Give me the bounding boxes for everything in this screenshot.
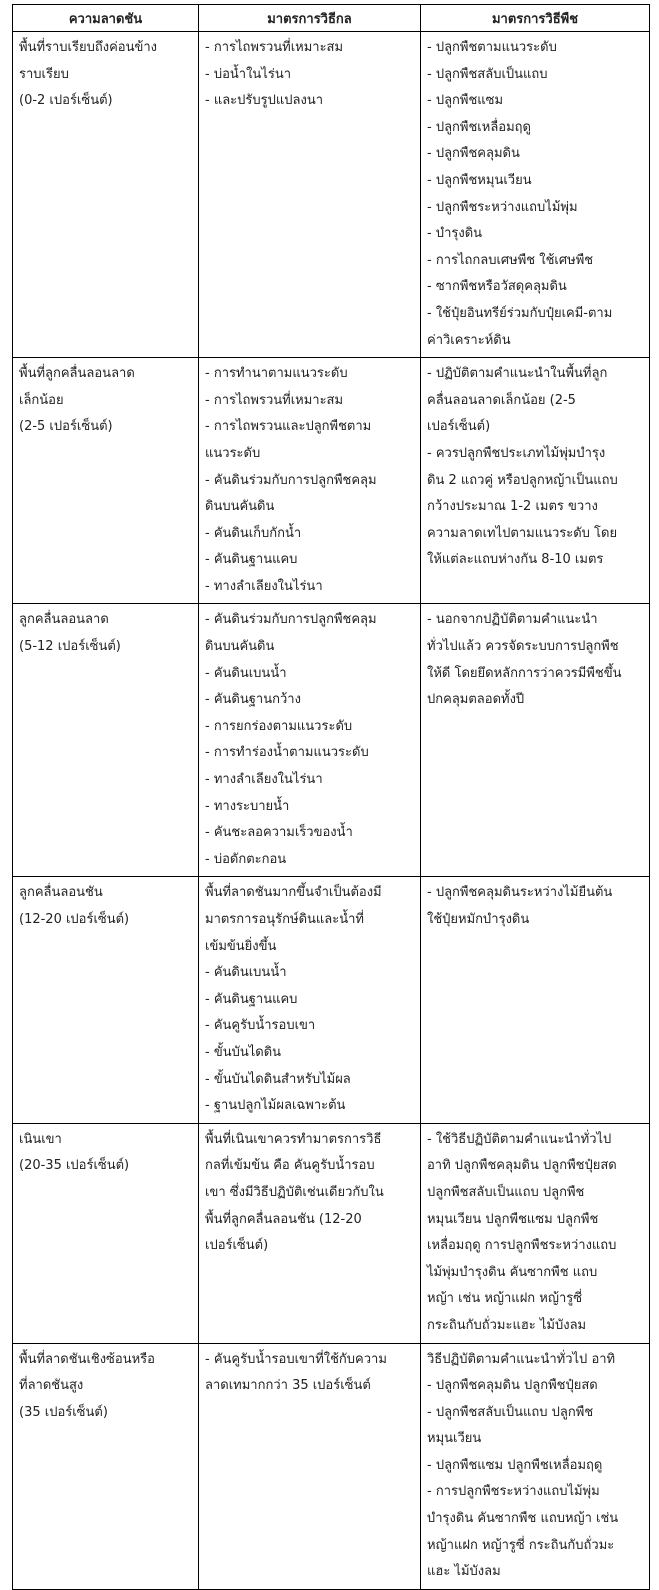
cell-line: - ปลูกพืชตามแนวระดับ [427,40,557,55]
cell-line: - บำรุงดิน [427,226,483,242]
cell-line: (35 เปอร์เซ็นต์) [19,1404,108,1420]
cell-line: พื้นที่เนินเขาควรทำมาตรการวิธี [205,1131,382,1147]
cell-line: พื้นที่ลาดชันมากขึ้นจำเป็นต้องมี [205,885,382,901]
cell-line: - ปลูกพืชคลุมดิน [427,146,520,162]
cell-line: - ฐานปลูกไม้ผลเฉพาะต้น [205,1098,346,1114]
cell-line: หมุนเวียน ปลูกพืชแซม ปลูกพืช [427,1211,599,1227]
cell-line: - ปลูกพืชแซม ปลูกพืชเหลื่อมฤดู [427,1457,603,1473]
cell-line: - คันดินร่วมกับการปลูกพืชคลุม [205,472,377,488]
cell-line: - ปลูกพืชคลุมดิน ปลูกพืชปุ๋ยสด [427,1378,598,1394]
table-row [13,877,650,1123]
cell-line: บำรุงดิน คันซากพืช แถบหญ้า เช่น [427,1511,619,1527]
cell-line: - ใช้วิธีปฏิบัติตามคำแนะนำทั่วไป [427,1131,612,1147]
cell-line: เนินเขา [19,1131,62,1147]
cell-line: - คันดินเบนน้ำ [205,965,287,981]
cell-line: (0-2 เปอร์เซ็นต์) [19,93,113,109]
cell-line: ความลาดเทไปตามแนวระดับ โดย [427,525,618,541]
cell-line: - คันคูรับน้ำรอบเขา [205,1018,316,1034]
mechanical-cell [199,1123,421,1343]
cell-line: ดิน 2 แถวคู่ หรือปลูกหญ้าเป็นแถบ [427,472,618,488]
cell-line: - คันดินร่วมกับการปลูกพืชคลุม [205,612,377,628]
header-slope: ความลาดชัน [13,5,199,32]
cell-line: ทั่วไปแล้ว ควรจัดระบบการปลูกพืช [427,639,619,655]
cell-line: - นอกจากปฏิบัติตามคำแนะนำ [427,612,598,628]
cell-line: เล็กน้อย [19,392,64,408]
slope-cell [13,877,199,1123]
soil-conservation-table [12,4,650,1590]
cell-line: - การไถกลบเศษพืช ใช้เศษพืช [427,252,594,268]
cell-line: - ปลูกพืชสลับเป็นแถบ ปลูกพืช [427,1404,594,1420]
cell-line: ลาดเทมากกว่า 35 เปอร์เซ็นต์ [205,1378,371,1394]
vegetative-cell [421,604,650,877]
vegetative-cell [421,1123,650,1343]
cell-line: ลูกคลื่นลอนชัน [19,885,103,901]
cell-line: ปกคลุมตลอดทั้งปี [427,692,525,708]
slope-cell [13,32,199,358]
cell-line: - คันดินเบนน้ำ [205,665,287,681]
vegetative-cell [421,1343,650,1589]
vegetative-cell [421,32,650,358]
cell-line: - ใช้ปุ๋ยอินทรีย์ร่วมกับปุ๋ยเคมี-ตาม [427,305,613,321]
mechanical-cell [199,358,421,604]
slope-cell [13,1343,199,1589]
table-row [13,358,650,604]
table-row [13,1343,650,1589]
cell-line: - การไถพรวนและปลูกพืชตาม [205,419,372,435]
cell-line: เขา ซึ่งมีวิธีปฏิบัติเช่นเดียวกับใน [205,1184,384,1200]
cell-line: (20-35 เปอร์เซ็นต์) [19,1158,130,1174]
vegetative-cell [421,358,650,604]
cell-line: ให้แต่ละแถบห่างกัน 8-10 เมตร [427,552,604,568]
cell-line: พื้นที่ลาดชันเชิงซ้อนหรือ [19,1351,155,1367]
cell-line: - คันดินฐานแคบ [205,991,298,1007]
cell-line: หญ้า เช่น หญ้าแฝก หญ้ารูซี่ [427,1291,583,1307]
cell-line: - ขั้นบันไดดินสำหรับไม้ผล [205,1071,351,1087]
header-row [13,5,650,32]
slope-cell [13,1123,199,1343]
vegetative-cell [421,877,650,1123]
header-mechanical-measures: มาตรการวิธีกล [199,5,421,32]
cell-line: กว้างประมาณ 1-2 เมตร ขวาง [427,499,598,515]
table-row [13,32,650,358]
cell-line: กลที่เข้มข้น คือ คันคูรับน้ำรอบ [205,1158,375,1174]
cell-line: - การทำนาตามแนวระดับ [205,366,348,382]
cell-line: - คันชะลอความเร็วของน้ำ [205,825,353,841]
mechanical-cell [199,32,421,358]
mechanical-cell [199,877,421,1123]
cell-line: (5-12 เปอร์เซ็นต์) [19,639,121,655]
cell-line: หมุนเวียน [427,1431,482,1447]
cell-line: อาทิ ปลูกพืชคลุมดิน ปลูกพืชปุ๋ยสด [427,1158,617,1174]
cell-line: - ปลูกพืชคลุมดินระหว่างไม้ยืนต้น [427,885,613,901]
cell-line: - คันคูรับน้ำรอบเขาที่ใช้กับความ [205,1351,387,1367]
cell-line: - คันดินฐานแคบ [205,552,298,568]
cell-line: ที่ลาดชันสูง [19,1378,84,1394]
cell-line: - การยกร่องตามแนวระดับ [205,718,353,734]
cell-line: ปลูกพืชสลับเป็นแถบ ปลูกพืช [427,1184,585,1200]
cell-line: - การไถพรวนที่เหมาะสม [205,392,344,408]
cell-line: กระถินกับถั่วมะแฮะ ไม้บังลม [427,1317,587,1333]
table-row [13,604,650,877]
cell-line: เปอร์เซ็นต์) [427,419,491,435]
cell-line: เหลื่อมฤดู การปลูกพืชระหว่างแถบ [427,1238,617,1254]
cell-line: - ปลูกพืชหมุนเวียน [427,172,532,188]
cell-line: - ปลูกพืชเหลื่อมฤดู [427,119,531,135]
cell-line: - การปลูกพืชระหว่างแถบไม้พุ่ม [427,1484,600,1500]
cell-line: ดินบนคันดิน [205,639,275,655]
cell-line: - ทางลำเลียงในไร่นา [205,772,323,788]
cell-line: มาตรการอนุรักษ์ดินและน้ำที่ [205,912,364,927]
cell-line: - ทางระบายน้ำ [205,798,290,814]
cell-line: พื้นที่ราบเรียบถึงค่อนข้าง [19,40,157,55]
table-row [13,1123,650,1343]
mechanical-cell [199,604,421,877]
cell-line: - บ่อดักตะกอน [205,851,287,867]
cell-line: แนวระดับ [205,445,261,461]
cell-line: ไม้พุ่มบำรุงดิน คันซากพืช แถบ [427,1264,598,1280]
cell-line: พื้นที่ลูกคลื่นลอนชัน (12-20 [205,1211,362,1227]
cell-line: - บ่อน้ำในไร่นา [205,66,292,82]
cell-line: - การไถพรวนที่เหมาะสม [205,40,344,55]
cell-line: - ขั้นบันไดดิน [205,1044,282,1060]
cell-line: - คันดินเก็บกักน้ำ [205,525,302,541]
cell-line: - ปลูกพืชสลับเป็นแถบ [427,66,548,82]
cell-line: ค่าวิเคราะห์ดิน [427,332,511,348]
slope-cell [13,358,199,604]
cell-line: (12-20 เปอร์เซ็นต์) [19,912,130,927]
cell-line: - ควรปลูกพืชประเภทไม้พุ่มบำรุง [427,445,606,461]
cell-line: - การทำร่องน้ำตามแนวระดับ [205,745,369,761]
header-vegetative-measures: มาตรการวิธีพืช [421,5,650,32]
cell-line: - ปลูกพืชแซม [427,93,504,109]
cell-line: ลูกคลื่นลอนลาด [19,612,109,628]
cell-line: - คันดินฐานกว้าง [205,692,301,708]
cell-line: วิธีปฏิบัติตามคำแนะนำทั่วไป อาทิ [427,1351,616,1367]
table-body [13,32,650,1590]
cell-line: เข้มข้นยิ่งขึ้น [205,938,277,954]
cell-line: ให้ดี โดยยึดหลักการว่าควรมีพืชขึ้น [427,665,622,681]
cell-line: - ซากพืชหรือวัสดุคลุมดิน [427,279,567,295]
cell-line: ราบเรียบ [19,66,69,82]
cell-line: - ทางลำเลียงในไร่นา [205,578,323,594]
cell-line: - ปลูกพืชระหว่างแถบไม้พุ่ม [427,199,578,215]
cell-line: เปอร์เซ็นต์) [205,1238,269,1254]
slope-cell [13,604,199,877]
cell-line: (2-5 เปอร์เซ็นต์) [19,419,113,435]
cell-line: คลื่นลอนลาดเล็กน้อย (2-5 [427,392,576,408]
cell-line: ใช้ปุ๋ยหมักบำรุงดิน [427,912,530,927]
cell-line: - ปฏิบัติตามคำแนะนำในพื้นที่ลูก [427,366,608,382]
cell-line: หญ้าแฝก หญ้ารูซี่ กระถินกับถั่วมะ [427,1537,615,1553]
cell-line: พื้นที่ลูกคลื่นลอนลาด [19,366,135,382]
mechanical-cell [199,1343,421,1589]
cell-line: แฮะ ไม้บังลม [427,1564,501,1580]
cell-line: ดินบนคันดิน [205,499,275,515]
cell-line: - และปรับรูปแปลงนา [205,93,324,109]
